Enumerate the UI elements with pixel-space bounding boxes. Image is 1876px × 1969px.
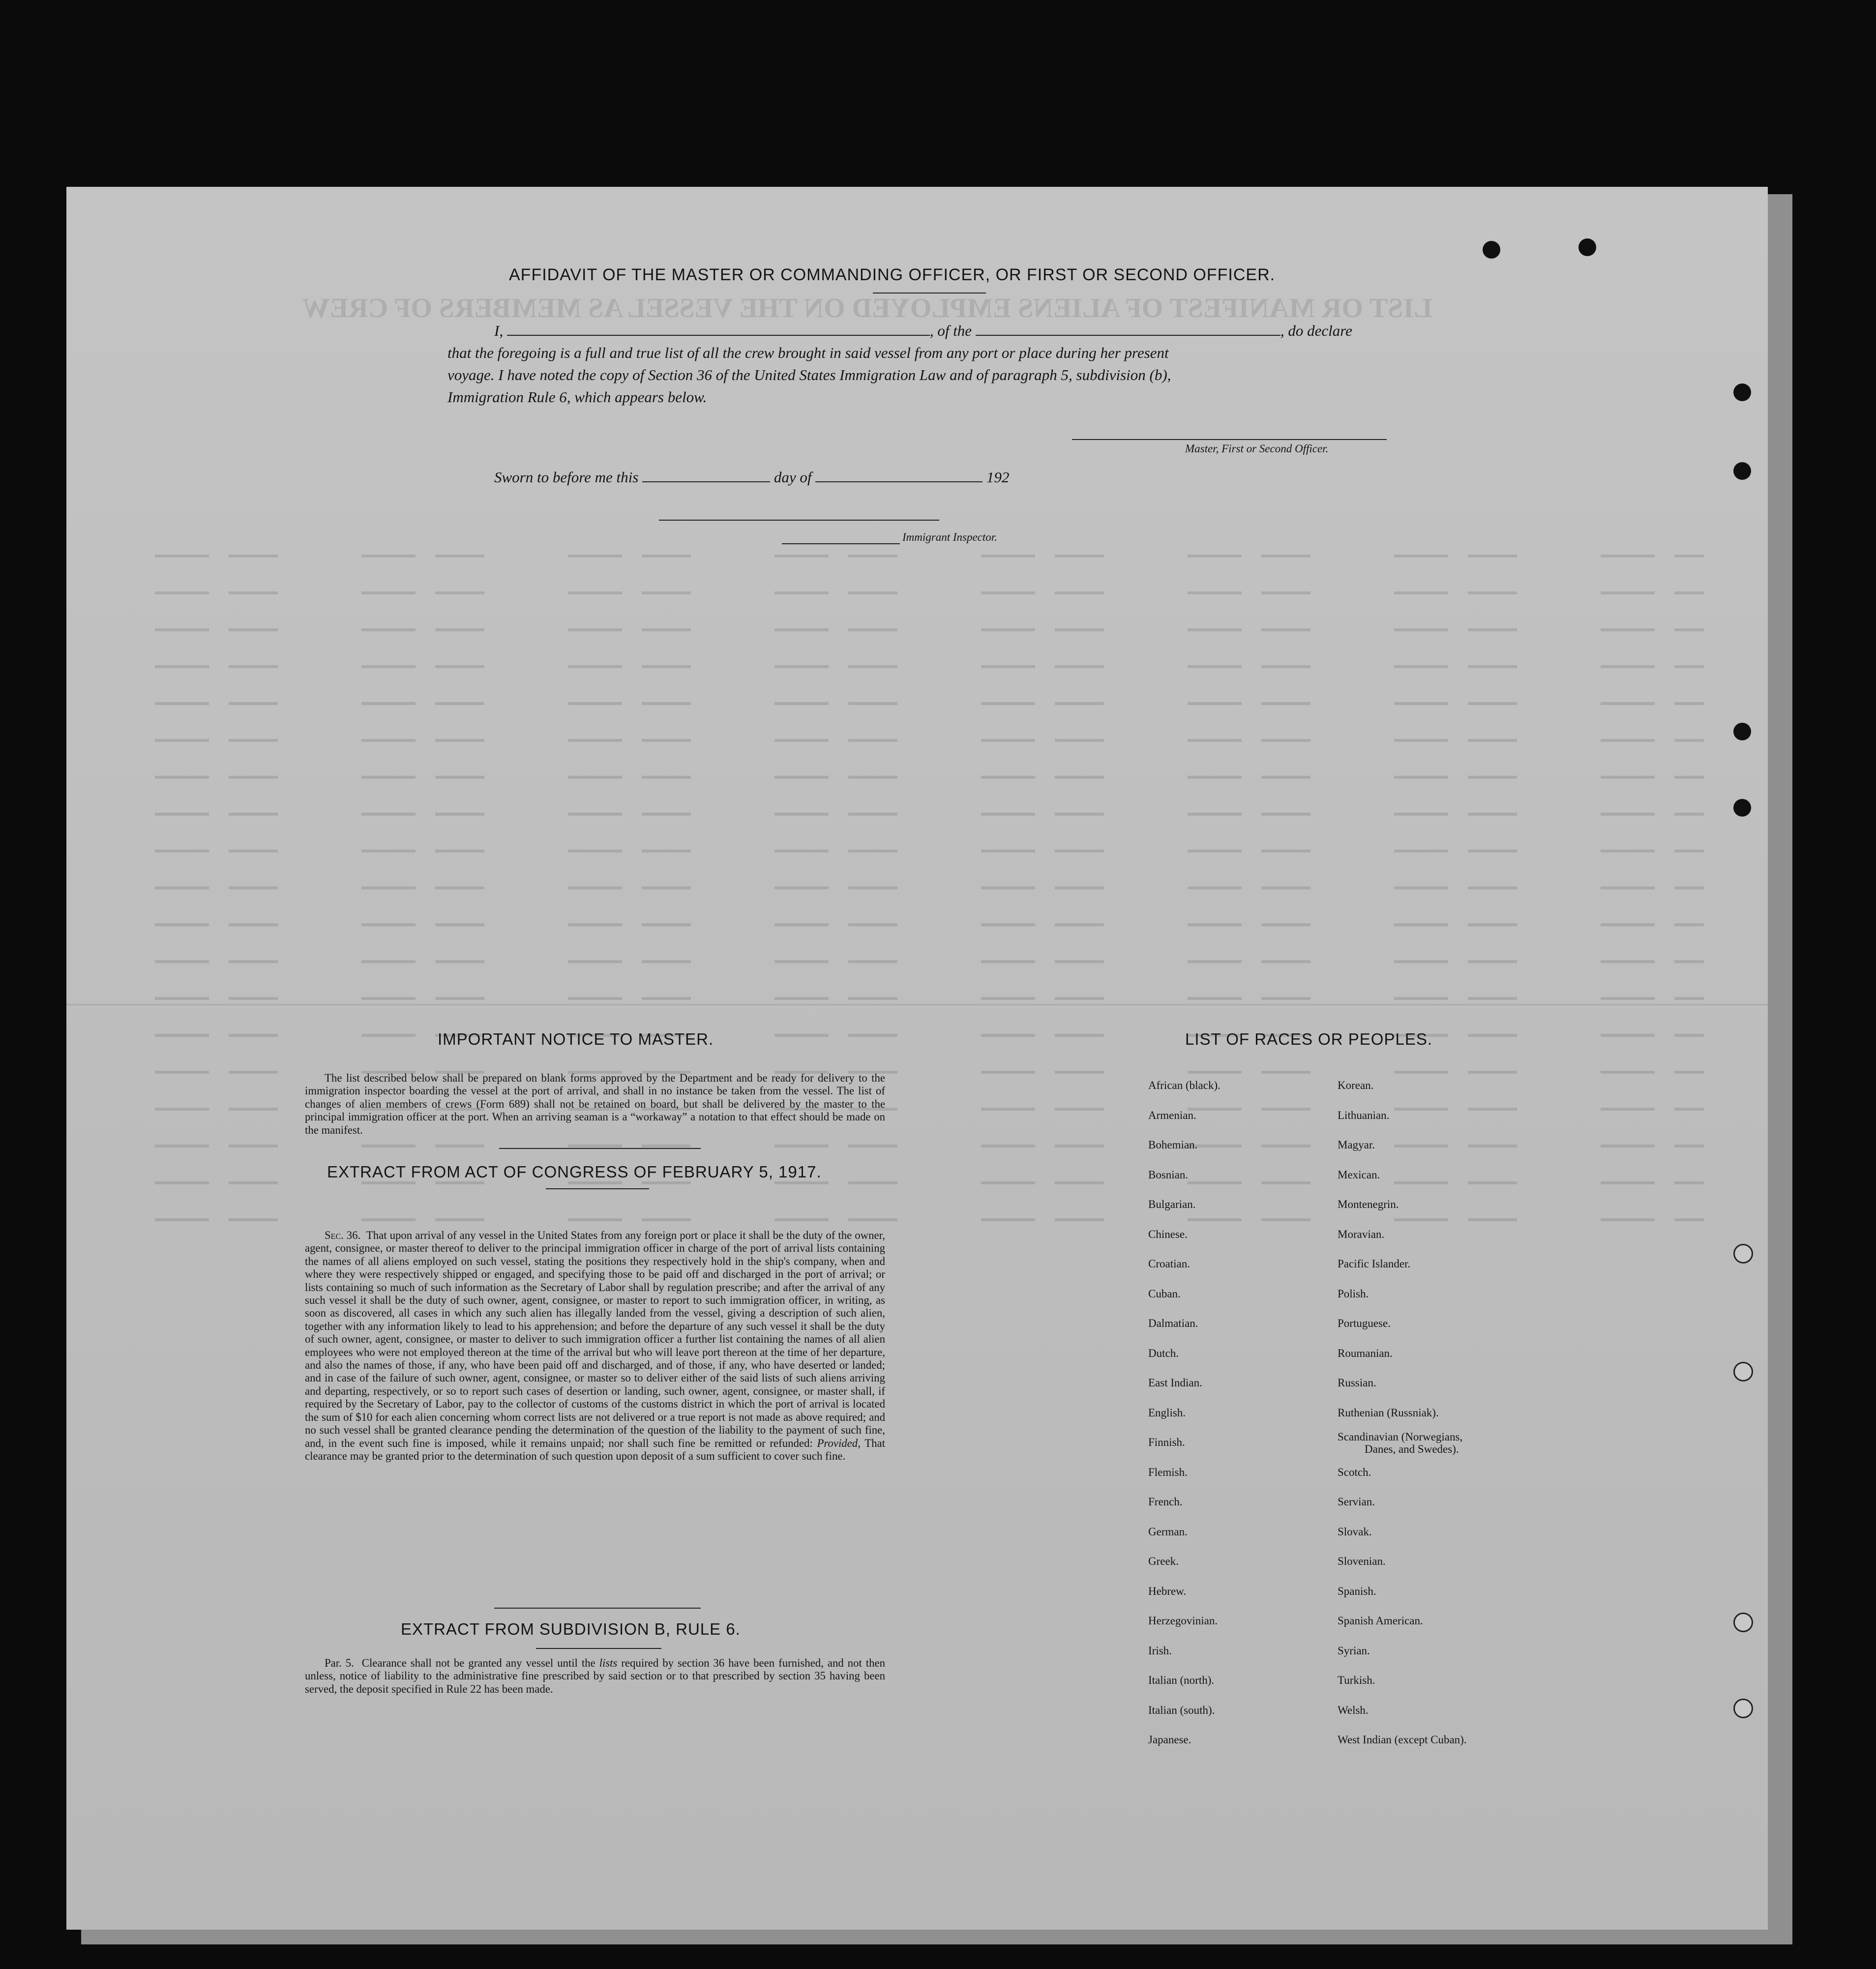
rule-title-rule	[536, 1648, 661, 1649]
races-left-column	[1148, 1071, 1221, 1755]
race-item: Finnish.	[1148, 1436, 1185, 1448]
race-item: Moravian.	[1338, 1228, 1385, 1240]
punch-hole	[1733, 1613, 1753, 1632]
act-title-rule	[546, 1188, 649, 1189]
punch-hole	[1733, 1699, 1753, 1718]
race-item: English.	[1148, 1406, 1186, 1419]
name-blank	[507, 326, 930, 336]
rule-body-a: Clearance shall not be granted any vessel until the	[361, 1657, 596, 1669]
race-item: Italian (south).	[1148, 1704, 1215, 1716]
rule-text	[305, 1657, 885, 1696]
affidavit-of-the: , of the	[929, 322, 972, 339]
race-item: Bohemian.	[1148, 1139, 1198, 1151]
race-item: Scotch.	[1338, 1466, 1371, 1478]
affidavit-declare: , do declare	[1280, 322, 1352, 339]
race-item: Italian (north).	[1148, 1674, 1215, 1686]
act-end-rule	[494, 1608, 701, 1609]
race-item: Korean.	[1338, 1079, 1374, 1091]
rule-lists: lists	[599, 1657, 618, 1669]
master-label: Master, First or Second Officer.	[1185, 442, 1329, 455]
punch-hole	[1733, 462, 1751, 480]
race-item: Syrian.	[1338, 1644, 1370, 1657]
affidavit-line-2: that the foregoing is a full and true list of all the crew brought in said vessel from any port or place during her present	[447, 344, 1169, 361]
race-item: Servian.	[1338, 1496, 1375, 1508]
race-item: Slovak.	[1338, 1525, 1372, 1538]
race-item: Spanish American.	[1338, 1615, 1423, 1627]
document-page	[66, 187, 1768, 1930]
title-rule	[873, 293, 986, 294]
proviso-label: Provided,	[817, 1437, 861, 1449]
vessel-blank	[976, 326, 1280, 336]
punch-hole	[1578, 238, 1596, 256]
race-item: Ruthenian (Russniak).	[1338, 1406, 1439, 1419]
par-label: Par. 5.	[325, 1657, 354, 1669]
sworn-line	[494, 469, 1009, 486]
punch-hole	[1733, 723, 1751, 740]
race-item: Montenegrin.	[1338, 1198, 1399, 1210]
race-item: German.	[1148, 1525, 1188, 1538]
master-signature-line	[1072, 439, 1387, 440]
race-item-line: Danes, and Swedes).	[1365, 1443, 1459, 1455]
race-item: West Indian (except Cuban).	[1338, 1734, 1467, 1746]
race-item: Hebrew.	[1148, 1585, 1187, 1597]
races-title: LIST OF RACES OR PEOPLES.	[1185, 1030, 1433, 1048]
race-item: Portuguese.	[1338, 1317, 1391, 1329]
race-item: Dalmatian.	[1148, 1317, 1198, 1329]
rule-title: EXTRACT FROM SUBDIVISION B, RULE 6.	[401, 1620, 741, 1638]
race-item-line: Scandinavian (Norwegians,	[1338, 1431, 1463, 1443]
race-item: Flemish.	[1148, 1466, 1188, 1478]
race-item: Roumanian.	[1338, 1347, 1393, 1359]
punch-hole	[1733, 1362, 1753, 1381]
race-item: Spanish.	[1338, 1585, 1376, 1597]
year-text: 192	[986, 469, 1010, 486]
affidavit-line-4: Immigration Rule 6, which appears below.	[447, 388, 707, 406]
race-item: Croatian.	[1148, 1258, 1190, 1270]
affidavit-title: AFFIDAVIT OF THE MASTER OR COMMANDING OFFICER, OR FIRST OR SECOND OFFICER.	[509, 265, 1276, 284]
show-through-heading: LIST OR MANIFEST OF ALIENS EMPLOYED ON THE VESSEL AS MEMBERS OF CREW	[302, 293, 1432, 323]
race-item: East Indian.	[1148, 1377, 1202, 1389]
race-item: Mexican.	[1338, 1168, 1380, 1181]
punch-hole	[1733, 799, 1751, 817]
month-blank	[815, 472, 983, 482]
act-body: That upon arrival of any vessel in the United States from any foreign port or place it shall be the duty of the owner, agent, consignee, or master thereof to deliver to the principal immigration officer in charge of the port of arrival lists containing the names of all aliens employed on such vessel, stating the positions they respectively hold in the ship's company, when and where they were respectively shipped or engaged, and specifying those to be paid off and discharged in the port of arrival; or lists containing so much of such information as the Secretary of Labor shall by regulation prescribe; and after the arrival of any such vessel it shall be the duty of such owner, agent, consignee, or master to report to such immigration officer, in writing, as soon as discovered, all cases in which any such alien has illegally landed from the vessel, giving a description of such alien, together with any information likely to lead to his apprehension; and before the departure of any such vessel it shall be the duty of such owner, agent, consignee, or master to deliver to such immigration officer a further list containing the names of all alien employees who were not employed thereon at the time of the arrival but who will leave port thereon at the time of her departure, and also the names of those, if any, who have been paid off and discharged, and of those, if any, who have deserted or landed; and in case of the failure of such owner, agent, consignee, or master so to deliver either of the said lists of such aliens arriving and departing, respectively, or so to report such cases of desertion or landing, such owner, agent, consignee, or master shall, if required by the Secretary of Labor, pay to the collector of customs of the customs district in which the port of arrival is located the sum of $10 for each alien concerning whom correct lists are not delivered or a true report is not made as above required; and no such vessel shall be granted clearance pending the determination of the question of the liability to the payment of such fine, and, in the event such fine is imposed, while it remains unpaid; nor shall such fine be remitted or refunded:	[305, 1229, 885, 1449]
race-item: Bosnian.	[1148, 1168, 1189, 1181]
race-item: French.	[1148, 1496, 1183, 1508]
race-item: Japanese.	[1148, 1734, 1191, 1746]
race-item: Chinese.	[1148, 1228, 1188, 1240]
race-item: Irish.	[1148, 1644, 1172, 1657]
notice-title: IMPORTANT NOTICE TO MASTER.	[438, 1030, 714, 1048]
race-item: Magyar.	[1338, 1139, 1375, 1151]
day-blank	[642, 472, 770, 482]
race-item: Slovenian.	[1338, 1555, 1386, 1567]
race-item	[1338, 1428, 1467, 1458]
inspector-label: Immigrant Inspector.	[902, 531, 997, 543]
race-item: Herzegovinian.	[1148, 1615, 1218, 1627]
notice-rule	[499, 1148, 701, 1149]
race-item: Greek.	[1148, 1555, 1179, 1567]
act-text	[305, 1229, 885, 1463]
inspector-signature-line	[782, 543, 900, 544]
punch-hole	[1733, 1244, 1753, 1264]
proviso-text: That clearance may be granted prior to the determination of such question upon deposit of a sum sufficient to cover such fine.	[305, 1437, 885, 1462]
races-right-column	[1338, 1071, 1467, 1755]
race-item: Welsh.	[1338, 1704, 1369, 1716]
race-item: Armenian.	[1148, 1109, 1196, 1121]
notice-text	[305, 1072, 885, 1137]
race-item: Pacific Islander.	[1338, 1258, 1411, 1270]
day-of-text: day of	[774, 469, 812, 486]
race-item: Cuban.	[1148, 1287, 1181, 1300]
affidavit-line-3: voyage. I have noted the copy of Section 36 of the United States Immigration Law and of paragraph 5, subdivision (b),	[447, 366, 1171, 383]
affidavit-line-1	[494, 322, 1352, 340]
race-item: Russian.	[1338, 1377, 1376, 1389]
race-item: Lithuanian.	[1338, 1109, 1390, 1121]
race-item: Polish.	[1338, 1287, 1369, 1300]
sworn-text: Sworn to before me this	[494, 469, 639, 486]
sec-label: Sec. 36.	[325, 1229, 361, 1241]
punch-hole	[1733, 383, 1751, 401]
rule-body-b: required by section 36 have been furnished, and not then unless, notice of liability to the administrative fine prescribed by said section or to that prescribed by section 35 having been served, the deposit specified in Rule 22 has been made.	[305, 1657, 885, 1695]
paper-crease	[66, 1004, 1768, 1005]
race-item: Bulgarian.	[1148, 1198, 1196, 1210]
rule-paragraph	[305, 1657, 885, 1696]
race-item: Dutch.	[1148, 1347, 1179, 1359]
inspector-line-top	[659, 520, 939, 521]
race-item: African (black).	[1148, 1079, 1221, 1091]
notice-paragraph: The list described below shall be prepared on blank forms approved by the Department and be ready for delivery to the immigration inspector boarding the vessel at the port of arrival, and shall in no instance be taken from the vessel. The list of changes of alien members of crews (Form 689) shall not be retained on board, but shall be delivered by the master to the principal immigration officer at the port. When an arriving seaman is a “workaway” a notation to that effect should be made on the manifest.	[305, 1072, 885, 1136]
affidavit-i: I,	[494, 322, 504, 339]
act-paragraph	[305, 1229, 885, 1463]
act-title: EXTRACT FROM ACT OF CONGRESS OF FEBRUARY 5, 1917.	[327, 1163, 822, 1181]
race-item: Turkish.	[1338, 1674, 1375, 1686]
punch-hole	[1483, 241, 1500, 259]
